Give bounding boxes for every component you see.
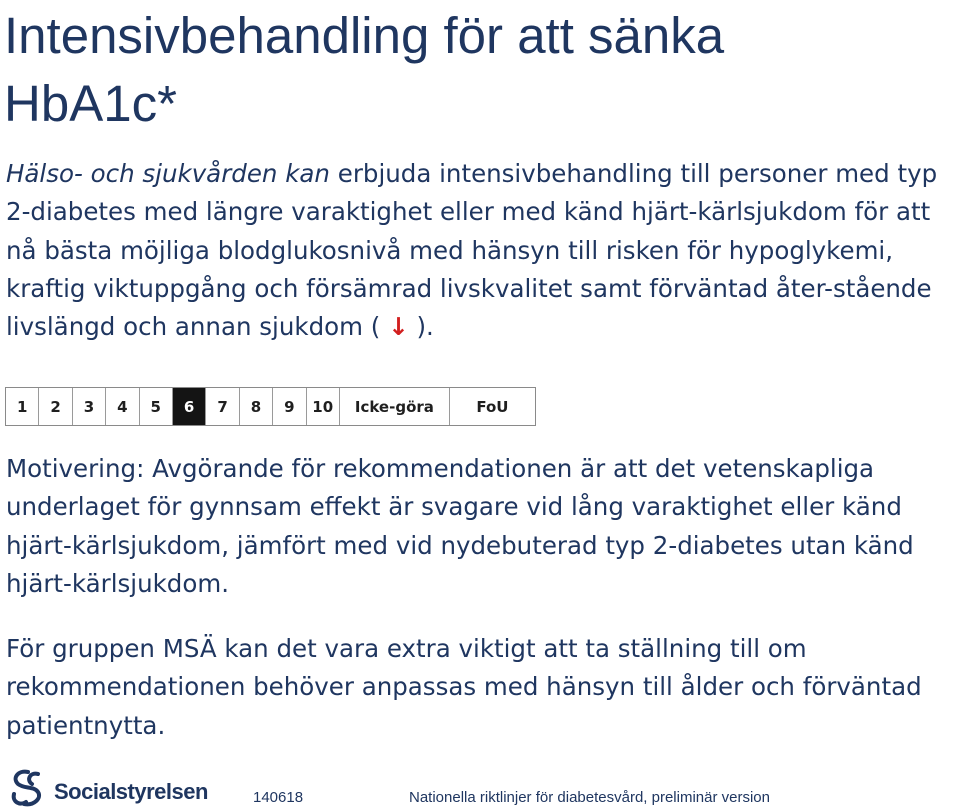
slide-title [4,2,954,138]
recommendation-body: erbjuda intensivbehandling till personer med typ 2-diabetes med längre varaktighet eller med känd hjärt-kärlsjukdom för att nå bästa möjliga blodglukosnivå med hänsyn till risken för hypoglykemi, kraftig viktuppgång och försämrad livskvalitet samt förväntad åter-stående livslängd och annan sjukdom ( [6,159,938,342]
down-arrow-icon: ↓ [388,312,409,342]
priority-scale-cell-fou: FoU [476,397,509,416]
recommendation-text [6,155,956,346]
priority-scale [5,387,536,426]
footer-note: Nationella riktlinjer för diabetesvård, preliminär version [409,789,770,806]
priority-scale-cell-8: 8 [240,388,273,425]
priority-scale-cell-4: 4 [106,388,139,425]
socialstyrelsen-logo-icon [8,768,50,808]
priority-scale-cell-10: 10 [307,388,340,425]
priority-scale-cell-6: 6 [173,388,206,425]
title-line-2: HbA1c* [4,75,177,132]
priority-scale-cell-icke-göra: Icke-göra [340,388,450,425]
priority-scale-cell-9: 9 [273,388,306,425]
motivation-text: Motivering: Avgörande för rekommendationen är att det vetenskapliga underlaget för gynnsam effekt är svagare vid lång varaktighet eller känd hjärt-kärlsjukdom, jämfört med vid nydebuterad typ 2-diabetes utan känd hjärt-kärlsjukdom. [6,454,914,598]
recommendation-italic: Hälso- och sjukvården kan [6,159,330,188]
socialstyrelsen-logo [8,768,208,808]
brand-name: Socialstyrelsen [54,779,208,804]
priority-scale-cell-3: 3 [73,388,106,425]
msa-note-text: För gruppen MSÄ kan det vara extra viktigt att ta ställning till om rekommendationen behöver anpassas med hänsyn till ålder och förväntad patientnytta. [6,634,922,740]
footer-code: 140618 [253,789,304,806]
title-line-1: Intensivbehandling för att sänka [4,7,725,64]
priority-scale-cell-5: 5 [140,388,173,425]
footer [0,760,960,812]
recommendation-end: ). [416,312,434,342]
priority-scale-cell-1: 1 [6,388,39,425]
priority-scale-cell-7: 7 [206,388,239,425]
priority-scale-cell-2: 2 [39,388,72,425]
